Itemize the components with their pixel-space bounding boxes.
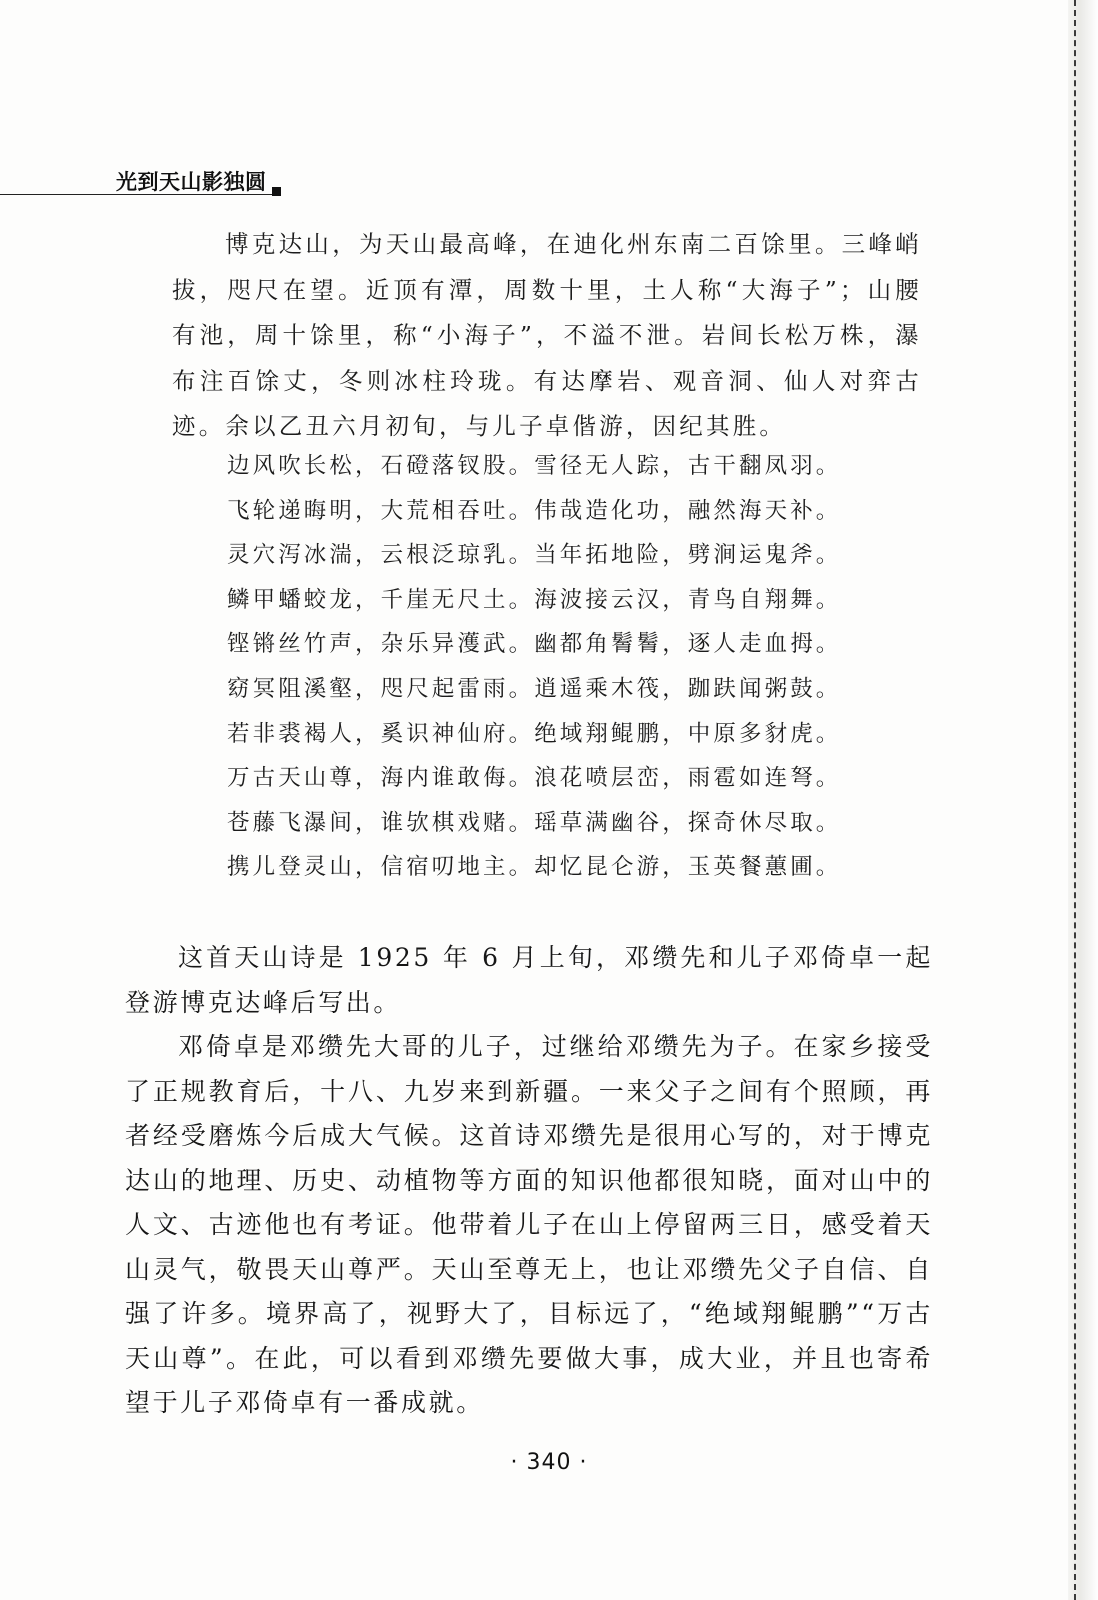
running-header <box>0 166 272 196</box>
scan-edge-line <box>1074 0 1076 1600</box>
poem-line: 窈冥阻溪壑，咫尺起雷雨。逍遥乘木筏，跏趺闻粥鼓。 <box>227 675 842 702</box>
poem-line: 万古天山尊，海内谁敢侮。浪花喷层峦，雨雹如连弩。 <box>227 765 842 792</box>
poem-line: 边风吹长松，石磴落钗股。雪径无人踪，古干翻凤羽。 <box>227 453 842 479</box>
poem <box>227 444 927 890</box>
poem-line: 若非裘褐人，奚识神仙府。绝域翔鲲鹏，中原多豺虎。 <box>227 720 842 747</box>
body-text <box>125 936 933 1426</box>
body-paragraph: 这首天山诗是 1925 年 6 月上旬，邓缵先和儿子邓倚卓一起登游博克达峰后写出。 <box>125 943 933 1017</box>
poem-line: 铿锵丝竹声，杂乐异濩武。幽都角鬌鬌，逐人走血拇。 <box>227 631 842 658</box>
header-square-marker <box>272 187 281 196</box>
poem-line: 灵穴泻冰湍，云根泛琼乳。当年拓地险，劈涧运鬼斧。 <box>227 542 842 569</box>
header-rule <box>0 194 272 195</box>
poem-line: 鳞甲蟠蛟龙，千崖无尺土。海波接云汉，青鸟自翔舞。 <box>227 586 842 613</box>
page-number: · 340 · <box>510 1450 588 1475</box>
scan-edge <box>1068 0 1098 1600</box>
body-paragraph: 邓倚卓是邓缵先大哥的儿子，过继给邓缵先为子。在家乡接受了正规教育后，十八、九岁来到新疆。一来父子之间有个照顾，再者经受磨炼今后成大气候。这首诗邓缵先是很用心写的，对于博克达山的地理、历史、动植物等方面的知识他都很知晓，面对山中的人文、古迹他也有考证。他带着儿子在山上停留两三日，感受着天山灵气，敬畏天山尊严。天山至尊无上，也让邓缵先父子自信、自强了许多。境界高了，视野大了，目标远了，“绝域翔鲲鹏”“万古天山尊”。在此，可以看到邓缵先要做大事，成大业，并且也寄希望于儿子邓倚卓有一番成就。 <box>125 1032 933 1417</box>
poem-line: 苍藤飞瀑间，谁欤棋戏赌。瑶草满幽谷，探奇休尽取。 <box>227 809 842 836</box>
quote-intro-paragraph: 博克达山，为天山最高峰，在迪化州东南二百馀里。三峰峭拔，咫尺在望。近顶有潭，周数十里，土人称“大海子”；山腰有池，周十馀里，称“小海子”，不溢不泄。岩间长松万株，瀑布注百馀丈，冬则冰柱玲珑。有达摩岩、观音洞、仙人对弈古迹。余以乙丑六月初旬，与儿子卓偕游，因纪其胜。 <box>172 230 922 440</box>
poem-line: 飞轮递晦明，大荒相吞吐。伟哉造化功，融然海天补。 <box>227 497 842 524</box>
poem-line: 携儿登灵山，信宿叨地主。却忆昆仑游，玉英餐蕙圃。 <box>227 854 842 881</box>
running-header-title: 光到天山影独圆 <box>116 170 267 194</box>
